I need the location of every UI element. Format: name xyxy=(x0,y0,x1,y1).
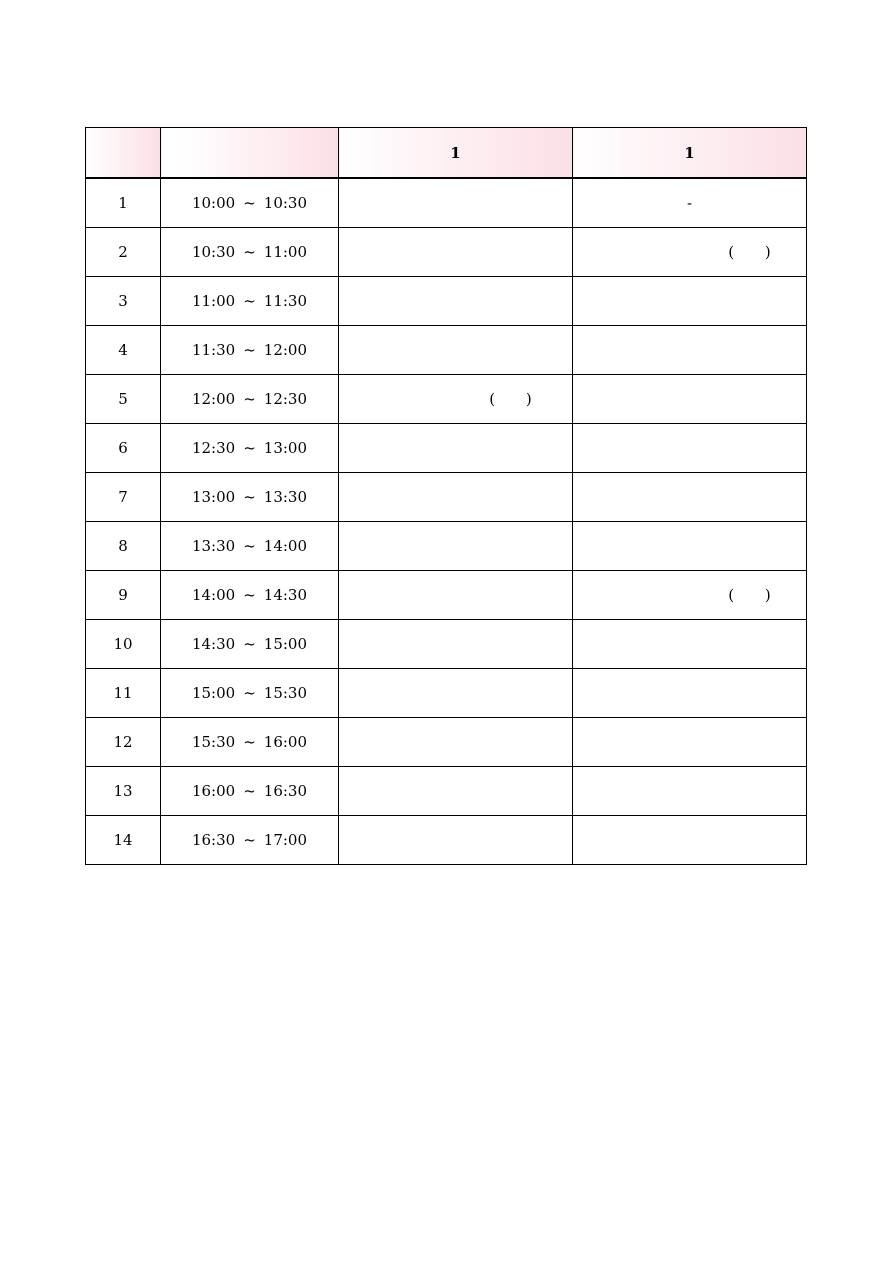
time-range xyxy=(161,326,339,375)
slot-number: 8 xyxy=(86,522,161,571)
table-row xyxy=(86,522,807,571)
table-row xyxy=(86,326,807,375)
cell-b xyxy=(573,277,807,326)
time-start: 10:00 xyxy=(191,194,236,212)
cell-b xyxy=(573,326,807,375)
cell-b xyxy=(573,767,807,816)
time-range xyxy=(161,669,339,718)
slot-number: 5 xyxy=(86,375,161,424)
header-slot xyxy=(86,128,161,179)
time-end: 16:30 xyxy=(263,782,308,800)
time-separator: ~ xyxy=(243,684,256,702)
cell-a xyxy=(339,277,573,326)
time-end: 14:00 xyxy=(263,537,308,555)
slot-number: 11 xyxy=(86,669,161,718)
cell-b-text: ( ) xyxy=(728,586,771,604)
schedule-table xyxy=(85,127,807,865)
time-end: 15:00 xyxy=(263,635,308,653)
table-row xyxy=(86,375,807,424)
time-start: 11:00 xyxy=(191,292,236,310)
table-row xyxy=(86,277,807,326)
time-separator: ~ xyxy=(243,292,256,310)
time-end: 15:30 xyxy=(263,684,308,702)
time-separator: ~ xyxy=(243,586,256,604)
cell-b xyxy=(573,620,807,669)
time-start: 11:30 xyxy=(191,341,236,359)
cell-b xyxy=(573,718,807,767)
time-separator: ~ xyxy=(243,243,256,261)
header-column-a xyxy=(339,128,573,179)
cell-b-text: - xyxy=(686,194,693,212)
cell-a xyxy=(339,816,573,865)
time-range xyxy=(161,767,339,816)
cell-b xyxy=(573,178,807,228)
cell-a xyxy=(339,473,573,522)
time-separator: ~ xyxy=(243,390,256,408)
cell-a xyxy=(339,424,573,473)
time-range xyxy=(161,620,339,669)
time-start: 12:00 xyxy=(191,390,236,408)
cell-b xyxy=(573,228,807,277)
table-row xyxy=(86,816,807,865)
cell-a xyxy=(339,326,573,375)
time-range xyxy=(161,816,339,865)
table-row xyxy=(86,178,807,228)
time-start: 15:00 xyxy=(191,684,236,702)
slot-number: 7 xyxy=(86,473,161,522)
time-start: 15:30 xyxy=(191,733,236,751)
time-separator: ~ xyxy=(243,733,256,751)
slot-number: 3 xyxy=(86,277,161,326)
time-end: 12:30 xyxy=(263,390,308,408)
cell-a xyxy=(339,767,573,816)
table-row xyxy=(86,228,807,277)
time-start: 13:00 xyxy=(191,488,236,506)
cell-b-text: ( ) xyxy=(728,243,771,261)
cell-a xyxy=(339,375,573,424)
cell-a xyxy=(339,669,573,718)
table-row xyxy=(86,669,807,718)
table-row xyxy=(86,620,807,669)
cell-b xyxy=(573,522,807,571)
time-start: 13:30 xyxy=(191,537,236,555)
time-range xyxy=(161,522,339,571)
time-start: 12:30 xyxy=(191,439,236,457)
cell-b xyxy=(573,375,807,424)
table-row xyxy=(86,473,807,522)
time-separator: ~ xyxy=(243,782,256,800)
header-column-a-label: 1 xyxy=(450,143,461,162)
slot-number: 12 xyxy=(86,718,161,767)
time-separator: ~ xyxy=(243,439,256,457)
time-range xyxy=(161,718,339,767)
slot-number: 13 xyxy=(86,767,161,816)
slot-number: 1 xyxy=(86,178,161,228)
time-separator: ~ xyxy=(243,488,256,506)
time-range xyxy=(161,424,339,473)
slot-number: 4 xyxy=(86,326,161,375)
slot-number: 6 xyxy=(86,424,161,473)
slot-number: 9 xyxy=(86,571,161,620)
header-time xyxy=(161,128,339,179)
cell-b xyxy=(573,669,807,718)
time-start: 14:00 xyxy=(191,586,236,604)
header-row xyxy=(86,128,807,179)
time-end: 16:00 xyxy=(263,733,308,751)
time-start: 14:30 xyxy=(191,635,236,653)
time-start: 10:30 xyxy=(191,243,236,261)
cell-b xyxy=(573,473,807,522)
time-start: 16:00 xyxy=(191,782,236,800)
cell-a xyxy=(339,228,573,277)
cell-b xyxy=(573,424,807,473)
time-end: 10:30 xyxy=(263,194,308,212)
time-end: 14:30 xyxy=(263,586,308,604)
time-end: 11:30 xyxy=(263,292,308,310)
time-separator: ~ xyxy=(243,341,256,359)
time-range xyxy=(161,571,339,620)
time-end: 12:00 xyxy=(263,341,308,359)
time-end: 11:00 xyxy=(263,243,308,261)
table-row xyxy=(86,424,807,473)
cell-a xyxy=(339,718,573,767)
time-start: 16:30 xyxy=(191,831,236,849)
header-column-b-label: 1 xyxy=(684,143,695,162)
cell-b xyxy=(573,571,807,620)
time-range xyxy=(161,277,339,326)
slot-number: 14 xyxy=(86,816,161,865)
cell-b xyxy=(573,816,807,865)
table-row xyxy=(86,718,807,767)
time-range xyxy=(161,178,339,228)
time-separator: ~ xyxy=(243,537,256,555)
schedule-body xyxy=(86,178,807,865)
time-range xyxy=(161,375,339,424)
time-range xyxy=(161,228,339,277)
cell-a xyxy=(339,620,573,669)
time-separator: ~ xyxy=(243,831,256,849)
time-separator: ~ xyxy=(243,194,256,212)
cell-a xyxy=(339,571,573,620)
table-row xyxy=(86,571,807,620)
header-column-b xyxy=(573,128,807,179)
time-end: 13:30 xyxy=(263,488,308,506)
slot-number: 2 xyxy=(86,228,161,277)
time-end: 13:00 xyxy=(263,439,308,457)
slot-number: 10 xyxy=(86,620,161,669)
time-separator: ~ xyxy=(243,635,256,653)
time-end: 17:00 xyxy=(263,831,308,849)
time-range xyxy=(161,473,339,522)
table-row xyxy=(86,767,807,816)
cell-a xyxy=(339,522,573,571)
cell-a xyxy=(339,178,573,228)
cell-a-text: ( ) xyxy=(489,390,532,408)
